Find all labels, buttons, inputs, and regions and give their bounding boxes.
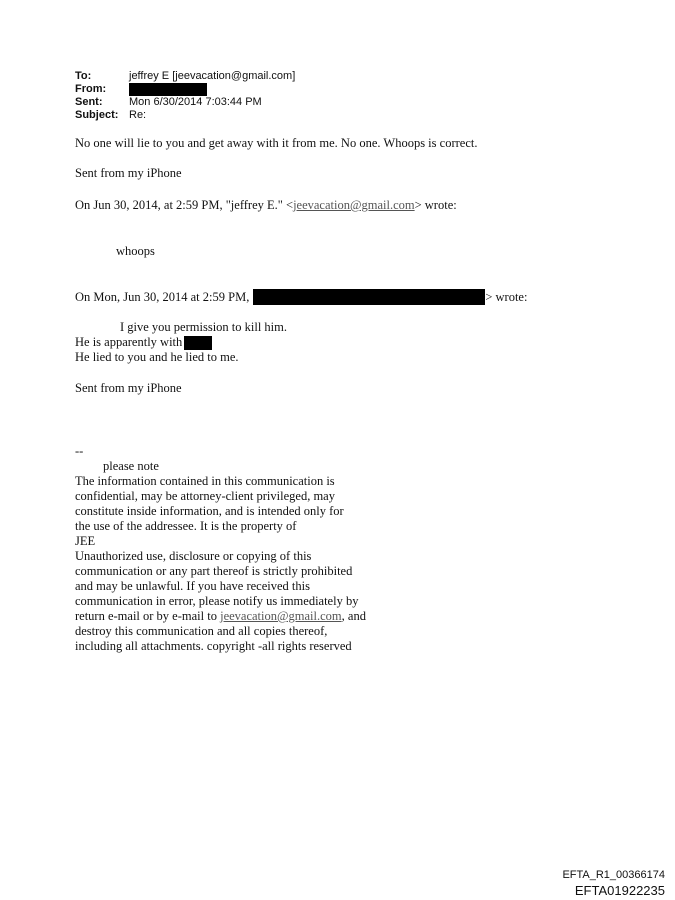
disclaimer-line: JEE <box>75 534 96 548</box>
return-prefix: return e-mail or by e-mail to <box>75 609 221 623</box>
sent-row <box>75 96 295 109</box>
quote2-prefix: On Mon, Jun 30, 2014 at 2:59 PM, <box>75 289 250 304</box>
subject-value: Re: <box>129 109 147 121</box>
quote1-email-link[interactable]: jeevacation@gmail.com <box>293 198 415 212</box>
disclaimer-line: Unauthorized use, disclosure or copying of this <box>75 549 312 563</box>
redaction-box-sender <box>253 289 485 305</box>
email-header <box>75 70 295 122</box>
sent-value: Mon 6/30/2014 7:03:44 PM <box>129 96 262 108</box>
apparently-line <box>75 335 212 350</box>
redaction-box-from <box>129 83 207 96</box>
to-row <box>75 70 295 83</box>
please-note: please note <box>103 459 159 473</box>
apparently-text: He is apparently with <box>75 335 183 349</box>
to-label: To: <box>75 70 92 82</box>
quote1-suffix: > wrote: <box>414 198 457 212</box>
sent-from-iphone-2: Sent from my iPhone <box>75 381 182 395</box>
permission-line: I give you permission to kill him. <box>120 320 288 334</box>
disclaimer-line: communication in error, please notify us immediately by <box>75 594 359 608</box>
quote2-suffix: > wrote: <box>485 289 528 304</box>
disclaimer-line: and may be unlawful. If you have received this <box>75 579 310 593</box>
disclaimer-line: constitute inside information, and is intended only for <box>75 504 344 518</box>
disclaimer-body <box>75 474 366 654</box>
signature-dashes: -- <box>75 444 84 458</box>
sent-label: Sent: <box>75 96 103 108</box>
reply-line: No one will lie to you and get away with it from me. No one. Whoops is correct. <box>75 136 478 150</box>
redaction-box-name <box>184 336 212 350</box>
bates-number-1: EFTA_R1_00366174 <box>562 869 665 881</box>
quote-header-1 <box>75 198 457 213</box>
quote1-prefix: On Jun 30, 2014, at 2:59 PM, "jeffrey E." < <box>75 198 294 212</box>
disclaimer-line: communication or any part thereof is strictly prohibited <box>75 564 353 578</box>
lied-line: He lied to you and he lied to me. <box>75 350 239 364</box>
return-suffix: , and <box>341 609 366 623</box>
from-label: From: <box>75 83 107 95</box>
disclaimer-line: destroy this communication and all copies thereof, <box>75 624 328 638</box>
disclaimer-email-link[interactable]: jeevacation@gmail.com <box>220 609 342 623</box>
sent-from-iphone-1: Sent from my iPhone <box>75 166 182 180</box>
to-value: jeffrey E [jeevacation@gmail.com] <box>129 70 296 82</box>
bates-number-2: EFTA01922235 <box>574 883 665 898</box>
from-row <box>75 83 295 96</box>
disclaimer-line: confidential, may be attorney-client privileged, may <box>75 489 335 503</box>
subject-row <box>75 109 295 122</box>
whoops-text: whoops <box>116 244 155 258</box>
disclaimer-line: the use of the addressee. It is the property of <box>75 519 297 533</box>
subject-label: Subject: <box>75 109 119 121</box>
quote-header-2 <box>75 289 527 305</box>
disclaimer-return-line <box>75 609 366 624</box>
disclaimer-line: including all attachments. copyright -all rights reserved <box>75 639 352 653</box>
disclaimer-line: The information contained in this communication is <box>75 474 335 488</box>
